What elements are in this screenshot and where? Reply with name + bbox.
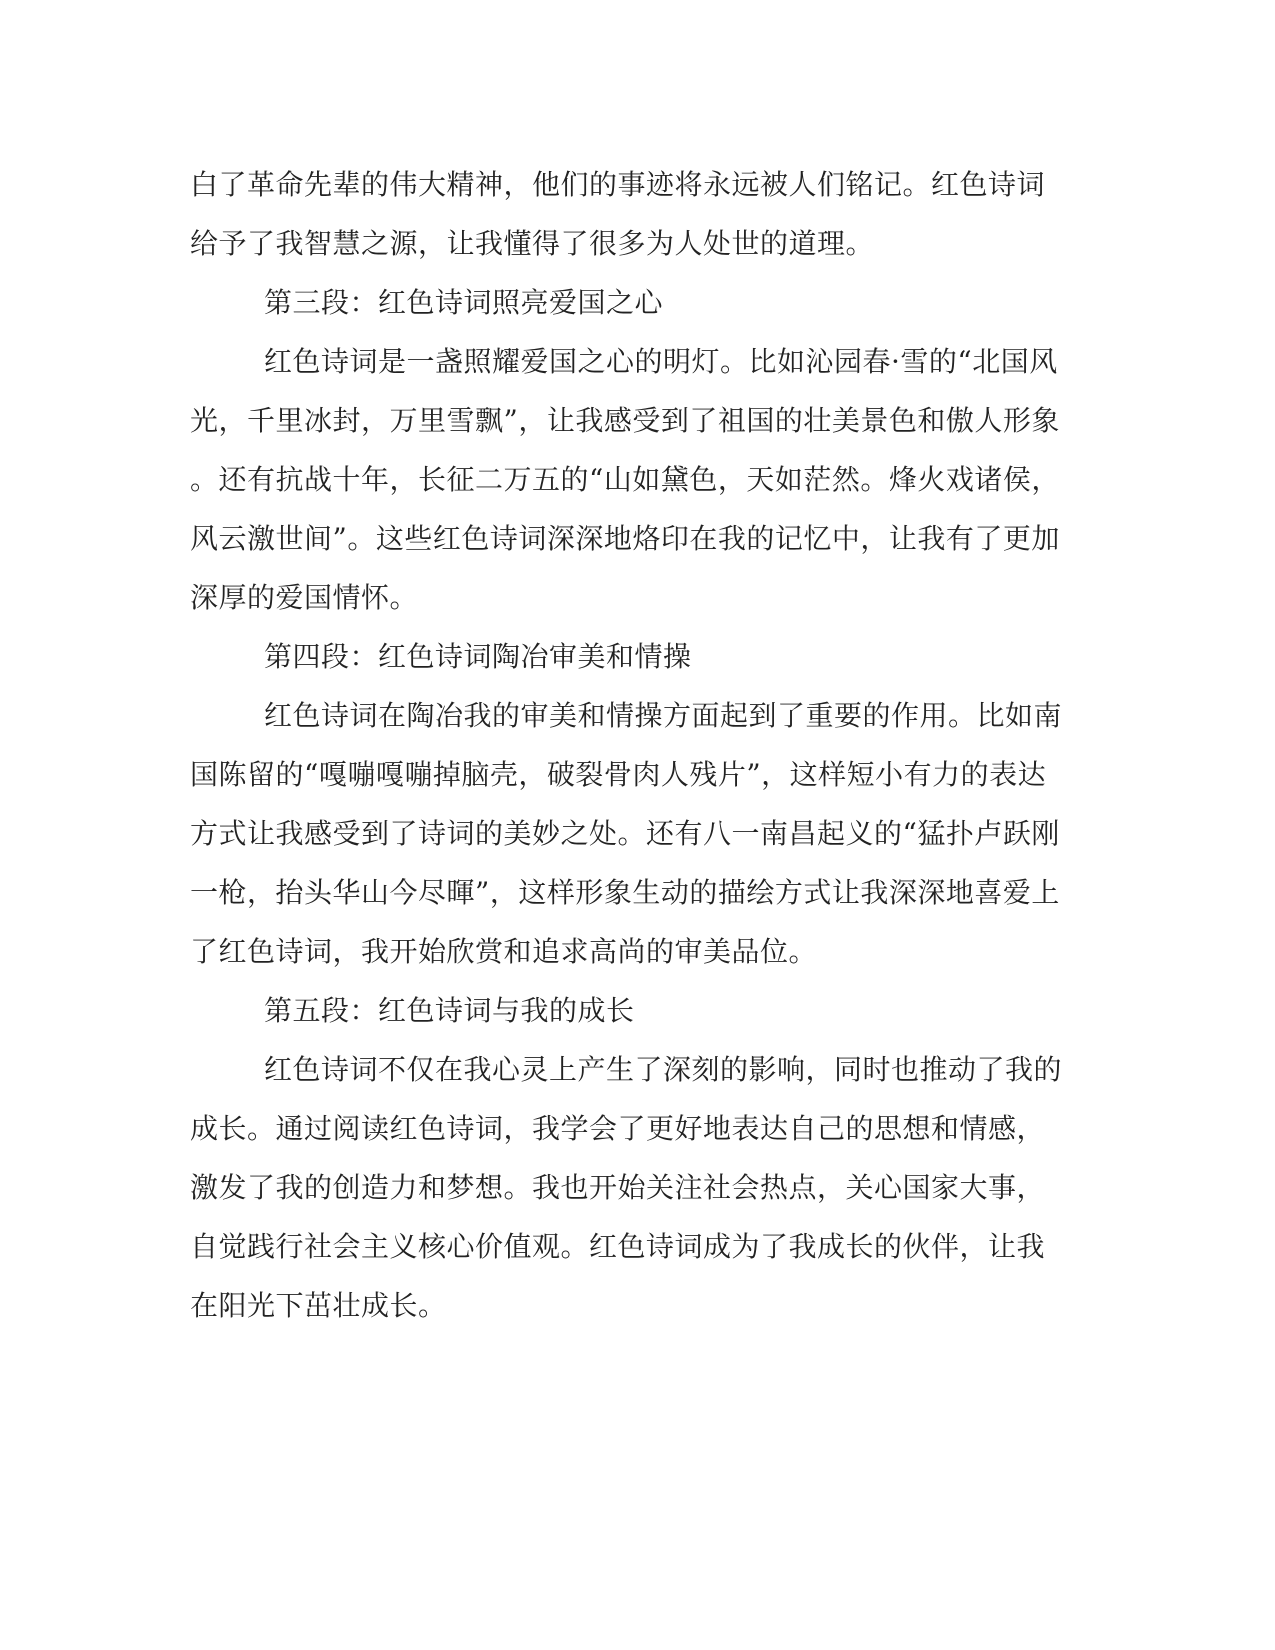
paragraph-line: 红色诗词是一盏照耀爱国之心的明灯。比如沁园春·雪的“北国风 (264, 345, 1058, 378)
paragraph-line: 方式让我感受到了诗词的美妙之处。还有八一南昌起义的“猛扑卢跃刚 (190, 817, 1060, 850)
paragraph-line: 激发了我的创造力和梦想。我也开始关注社会热点，关心国家大事， (190, 1171, 1046, 1204)
paragraph-line: 成长。通过阅读红色诗词，我学会了更好地表达自己的思想和情感， (190, 1112, 1046, 1145)
section-heading: 第三段：红色诗词照亮爱国之心 (264, 286, 664, 319)
paragraph-line: 光，千里冰封，万里雪飘”，让我感受到了祖国的壮美景色和傲人形象 (190, 404, 1060, 437)
paragraph-line: 白了革命先辈的伟大精神，他们的事迹将永远被人们铭记。红色诗词 (190, 168, 1046, 201)
paragraph-line: 一枪，抬头华山今尽暉”，这样形象生动的描绘方式让我深深地喜爱上 (190, 876, 1060, 909)
paragraph-line: 红色诗词不仅在我心灵上产生了深刻的影响，同时也推动了我的 (264, 1053, 1063, 1086)
paragraph-line: 。还有抗战十年，长征二万五的“山如黛色，天如茫然。烽火戏诸侯， (190, 463, 1060, 496)
document-body (190, 155, 1070, 1335)
paragraph-line: 自觉践行社会主义核心价值观。红色诗词成为了我成长的伙伴，让我 (190, 1230, 1046, 1263)
paragraph-line: 在阳光下茁壮成长。 (190, 1289, 447, 1322)
paragraph-line: 了红色诗词，我开始欣赏和追求高尚的审美品位。 (190, 935, 818, 968)
paragraph-line: 风云激世间”。这些红色诗词深深地烙印在我的记忆中，让我有了更加 (190, 522, 1060, 555)
paragraph-line: 红色诗词在陶冶我的审美和情操方面起到了重要的作用。比如南 (264, 699, 1063, 732)
section-heading: 第四段：红色诗词陶冶审美和情操 (264, 640, 692, 673)
section-heading: 第五段：红色诗词与我的成长 (264, 994, 635, 1027)
paragraph-line: 国陈留的“嘎嘣嘎嘣掉脑壳，破裂骨肉人残片”，这样短小有力的表达 (190, 758, 1047, 791)
paragraph-line: 深厚的爱国情怀。 (190, 581, 419, 614)
paragraph-line: 给予了我智慧之源，让我懂得了很多为人处世的道理。 (190, 227, 875, 260)
